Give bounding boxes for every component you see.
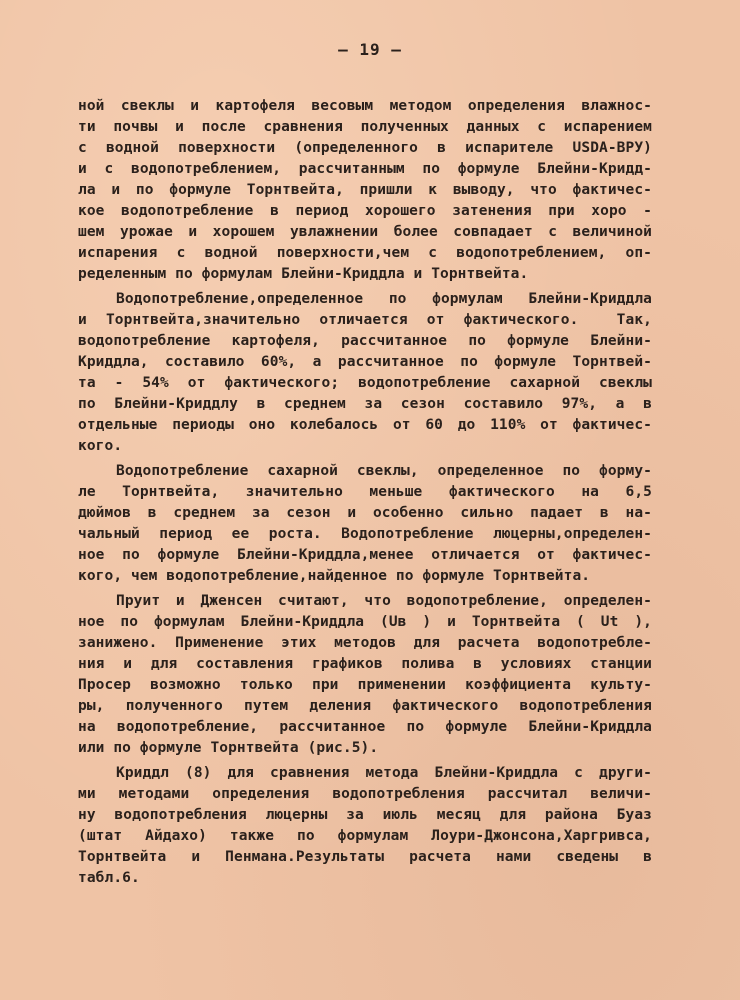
body-text bbox=[78, 96, 652, 889]
page-number: — 19 — bbox=[338, 40, 402, 59]
text-line: ределенным по формулам Блейни-Криддла и Торнтвейта. bbox=[78, 266, 529, 282]
text-line: Просер возможно только при применении коэффициента культу- bbox=[78, 677, 652, 693]
text-line: Криддл (8) для сравнения метода Блейни-Криддла с други- bbox=[116, 765, 652, 781]
text-line: (штат Айдахо) также по формулам Лоури-Джонсона,Харгривса, bbox=[78, 828, 652, 844]
text-line: ну водопотребления люцерны за июль месяц для района Буаз bbox=[78, 807, 652, 823]
text-line: ной свеклы и картофеля весовым методом определения влажнос- bbox=[78, 98, 652, 114]
text-line: Торнтвейта и Пенмана.Результаты расчета нами сведены в bbox=[78, 849, 652, 865]
paragraph-4 bbox=[78, 591, 652, 759]
text-line: ния и для составления графиков полива в условиях станции bbox=[78, 656, 652, 672]
text-line: кого, чем водопотребление,найденное по формуле Торнтвейта. bbox=[78, 568, 591, 584]
text-line: отдельные периоды оно колебалось от 60 до 110% от фактичес- bbox=[78, 417, 652, 433]
text-line: по Блейни-Криддлу в среднем за сезон составило 97%, а в bbox=[78, 396, 652, 412]
text-line: испарения с водной поверхности,чем с водопотреблением, оп- bbox=[78, 245, 652, 261]
text-line: с водной поверхности (определенного в испарителе USDA-BPУ) bbox=[78, 140, 652, 156]
text-line: ми методами определения водопотребления рассчитал величи- bbox=[78, 786, 652, 802]
text-line: та - 54% от фактического; водопотребление сахарной свеклы bbox=[78, 375, 652, 391]
paragraph-1 bbox=[78, 96, 652, 285]
text-line: шем урожае и хорошем увлажнении более совпадает с величиной bbox=[78, 224, 652, 240]
text-line: Водопотребление,определенное по формулам Блейни-Криддла bbox=[116, 291, 652, 307]
text-line: кого. bbox=[78, 438, 123, 454]
text-line: на водопотребление, рассчитанное по формуле Блейни-Криддла bbox=[78, 719, 652, 735]
text-line: Водопотребление сахарной свеклы, определенное по форму- bbox=[116, 463, 652, 479]
text-line: водопотребление картофеля, рассчитанное по формуле Блейни- bbox=[78, 333, 652, 349]
text-line: занижено. Применение этих методов для расчета водопотребле- bbox=[78, 635, 652, 651]
paragraph-5 bbox=[78, 763, 652, 889]
text-line: или по формуле Торнтвейта (рис.5). bbox=[78, 740, 379, 756]
text-line: и Торнтвейта,значительно отличается от фактического. Так, bbox=[78, 312, 652, 328]
text-line: и с водопотреблением, рассчитанным по формуле Блейни-Кридд- bbox=[78, 161, 652, 177]
text-line: ры, полученного путем деления фактического водопотребления bbox=[78, 698, 652, 714]
text-line: ное по формуле Блейни-Криддла,менее отличается от фактичес- bbox=[78, 547, 652, 563]
text-line: табл.6. bbox=[78, 870, 140, 886]
text-line: ла и по формуле Торнтвейта, пришли к выводу, что фактичес- bbox=[78, 182, 652, 198]
text-line: дюймов в среднем за сезон и особенно сильно падает в на- bbox=[78, 505, 652, 521]
text-line: ти почвы и после сравнения полученных данных с испарением bbox=[78, 119, 652, 135]
paragraph-3 bbox=[78, 461, 652, 587]
text-line: ле Торнтвейта, значительно меньше фактического на 6,5 bbox=[78, 484, 652, 500]
text-line: ное по формулам Блейни-Криддла (Uв ) и Торнтвейта ( Ut ), bbox=[78, 614, 652, 630]
paragraph-2 bbox=[78, 289, 652, 457]
text-line: Пруит и Дженсен считают, что водопотребление, определен- bbox=[116, 593, 652, 609]
text-line: кое водопотребление в период хорошего затенения при хоро - bbox=[78, 203, 652, 219]
text-line: Криддла, составило 60%, а рассчитанное по формуле Торнтвей- bbox=[78, 354, 652, 370]
text-line: чальный период ее роста. Водопотребление люцерны,определен- bbox=[78, 526, 652, 542]
